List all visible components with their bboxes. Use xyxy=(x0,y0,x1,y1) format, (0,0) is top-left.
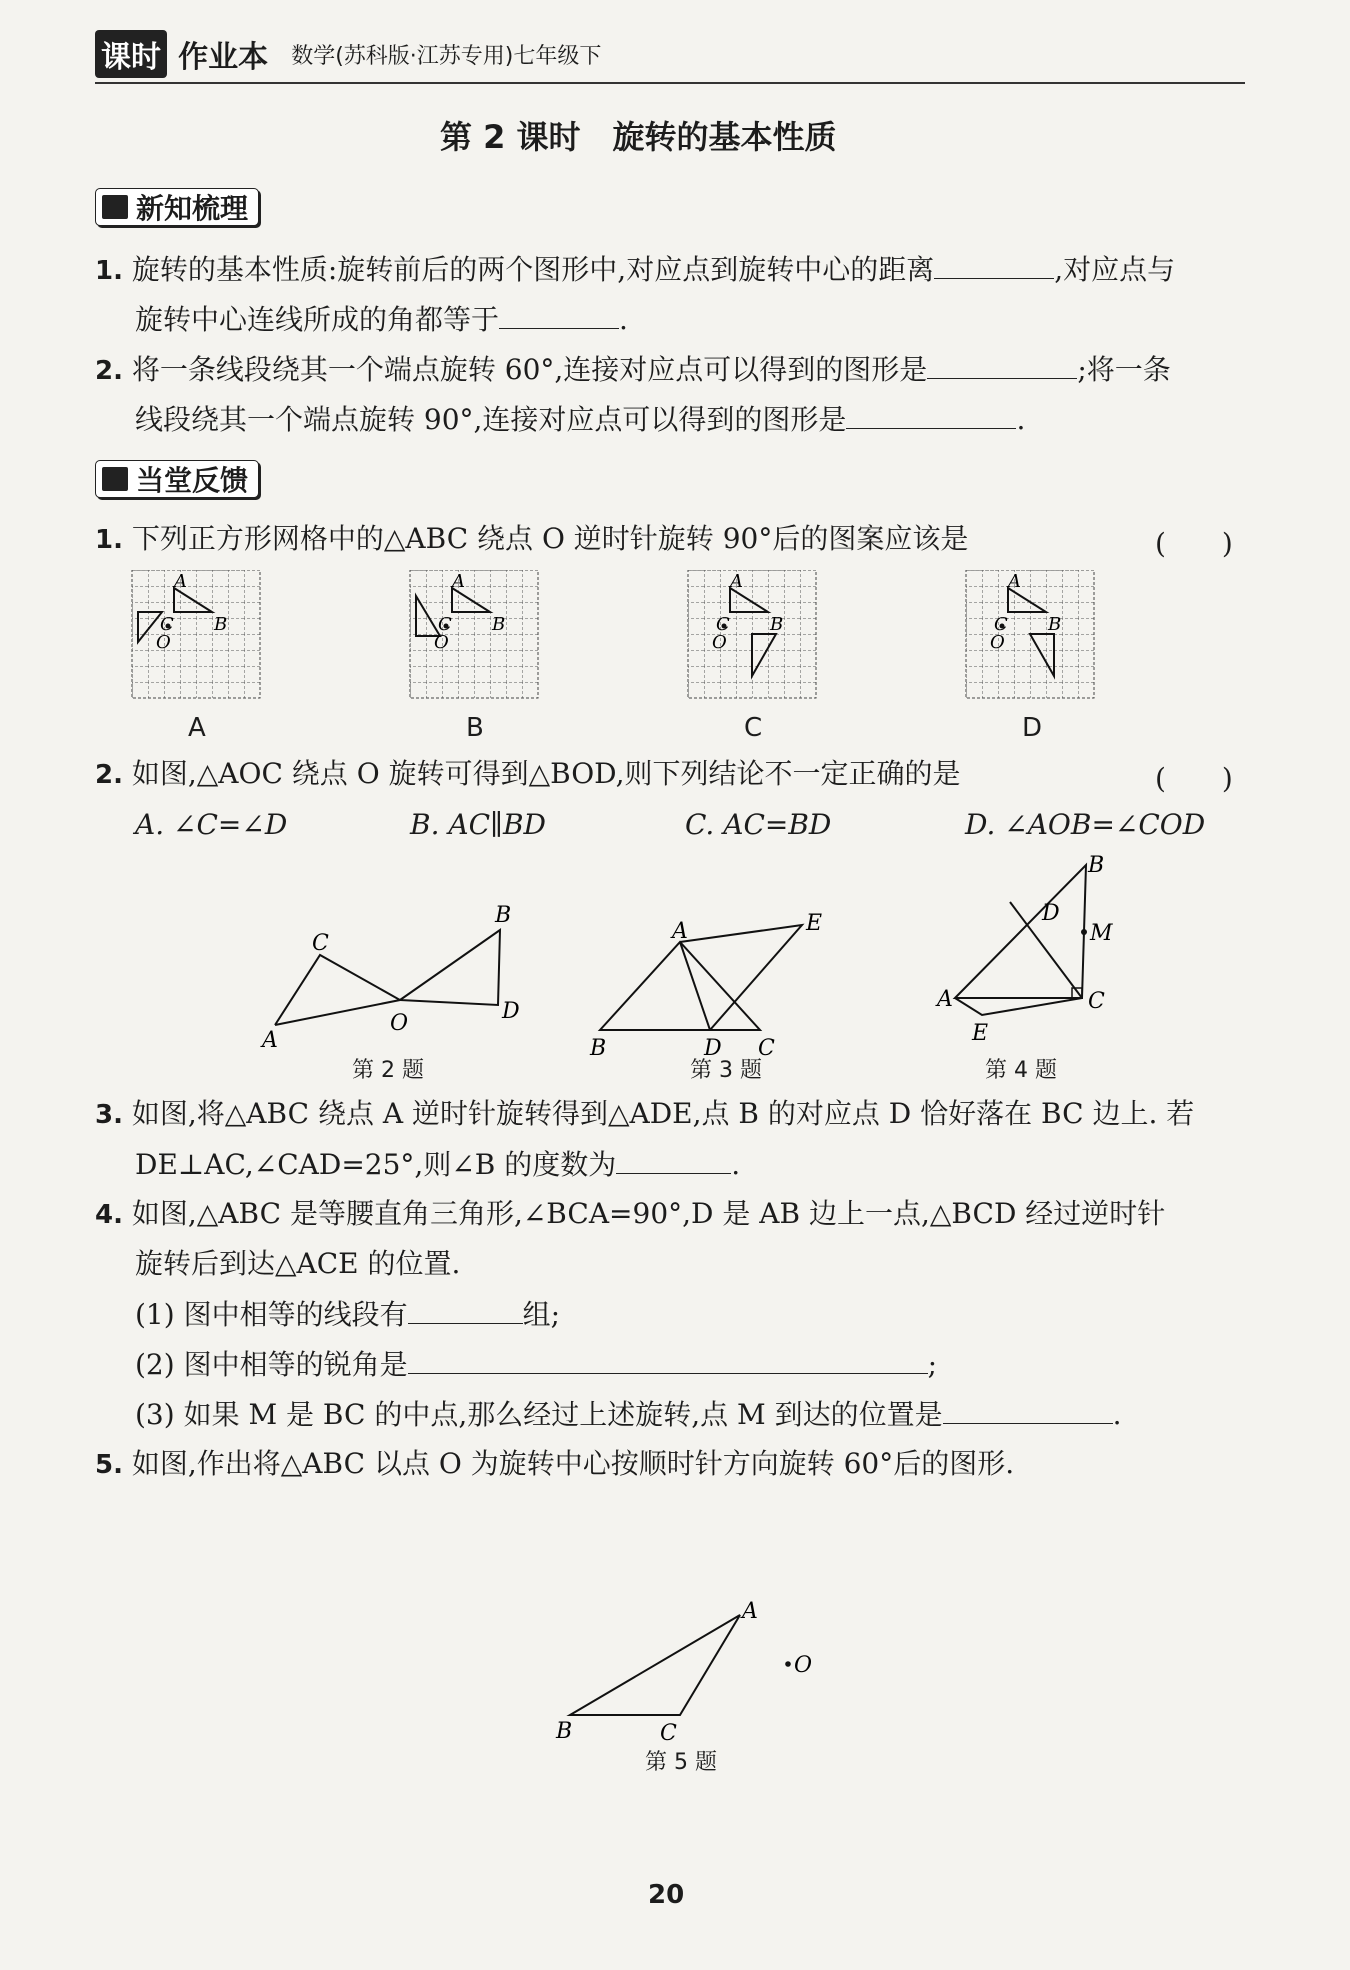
question-text: 下列正方形网格中的△ABC 绕点 O 逆时针旋转 90°后的图案应该是 xyxy=(131,522,969,555)
grid-option-d[interactable] xyxy=(966,570,1094,698)
feedback-q3-line1 xyxy=(95,1097,1194,1132)
question-text: (1) 图中相等的线段有 xyxy=(135,1298,408,1331)
choice-c[interactable]: C. AC=BD xyxy=(685,808,832,841)
answer-blank[interactable] xyxy=(408,1347,928,1374)
feedback-q4-part1 xyxy=(135,1297,560,1332)
label-o: O xyxy=(712,632,727,653)
question-number: 2. xyxy=(95,760,123,790)
answer-blank[interactable] xyxy=(408,1297,523,1324)
figure-3 xyxy=(589,911,822,1061)
label-d: D xyxy=(704,1036,722,1061)
section-feedback-label: 当堂反馈 xyxy=(136,464,249,497)
answer-blank[interactable] xyxy=(616,1147,731,1174)
feedback-q4-part2 xyxy=(135,1347,937,1382)
label-a: A xyxy=(672,919,688,944)
question-text: . xyxy=(1112,1398,1122,1431)
review-q2-line1 xyxy=(95,352,1171,388)
label-b: B xyxy=(495,903,512,928)
question-text: . xyxy=(731,1148,741,1181)
page-title: 第 2 课时 旋转的基本性质 xyxy=(440,118,837,156)
label-o: O xyxy=(990,632,1005,653)
question-number: 2. xyxy=(95,356,123,386)
label-o: O xyxy=(156,632,171,653)
label-b: B xyxy=(1088,853,1105,878)
question-text: ;将一条 xyxy=(1077,353,1171,386)
label-b: B xyxy=(214,614,228,635)
question-text: 如图,将△ABC 绕点 A 逆时针旋转得到△ADE,点 B 的对应点 D 恰好落在 BC 边上. 若 xyxy=(131,1097,1195,1130)
subject-label: 数学(苏科版·江苏专用)七年级下 xyxy=(291,43,602,69)
option-label-b: B xyxy=(466,713,484,743)
question-text: . xyxy=(619,303,628,336)
question-text: ,对应点与 xyxy=(1054,253,1176,286)
brand-logo: 课时 xyxy=(95,30,167,78)
label-e: E xyxy=(806,911,823,936)
header-rule xyxy=(95,82,1245,84)
question-text: 如图,△ABC 是等腰直角三角形,∠BCA=90°,D 是 AB 边上一点,△BCD 经过逆时针 xyxy=(131,1197,1166,1230)
section-review-badge xyxy=(95,188,259,226)
label-a: A xyxy=(730,571,743,592)
question-number: 4. xyxy=(95,1200,123,1230)
question-number: 5. xyxy=(95,1450,123,1480)
label-b: B xyxy=(492,614,506,635)
label-o: O xyxy=(390,1011,409,1036)
question-text: . xyxy=(1016,403,1026,436)
book-name: 作业本 xyxy=(178,40,269,75)
answer-blank[interactable] xyxy=(934,252,1054,279)
label-b: B xyxy=(590,1036,607,1061)
question-text: 线段绕其一个端点旋转 90°,连接对应点可以得到的图形是 xyxy=(135,403,847,436)
label-d: D xyxy=(1042,901,1060,926)
answer-blank[interactable] xyxy=(846,402,1016,429)
label-c: C xyxy=(438,614,452,635)
label-c: C xyxy=(312,931,329,956)
question-number: 1. xyxy=(95,256,123,286)
q1-options-figure xyxy=(120,570,1120,750)
label-c: C xyxy=(758,1036,775,1061)
feedback-q2 xyxy=(95,757,961,792)
label-o: O xyxy=(434,632,449,653)
answer-blank[interactable] xyxy=(927,352,1077,379)
feedback-q4-line2: 旋转后到达△ACE 的位置. xyxy=(135,1247,461,1280)
question-text: 旋转中心连线所成的角都等于 xyxy=(135,303,500,336)
label-a: A xyxy=(937,987,953,1012)
question-text: 如图,△AOC 绕点 O 旋转可得到△BOD,则下列结论不一定正确的是 xyxy=(131,757,961,790)
section-feedback-badge xyxy=(95,460,259,498)
choice-b[interactable]: B. AC∥BD xyxy=(410,808,546,841)
caption-fig-4: 第 4 题 xyxy=(985,1058,1057,1083)
pencil-icon xyxy=(102,467,128,491)
caption-fig-3: 第 3 题 xyxy=(690,1058,762,1083)
question-text: 如图,作出将△ABC 以点 O 为旋转中心按顺时针方向旋转 60°后的图形. xyxy=(131,1447,1015,1480)
caption-fig-5: 第 5 题 xyxy=(645,1750,717,1775)
answer-blank[interactable] xyxy=(943,1397,1113,1424)
notebook-icon xyxy=(102,195,128,219)
question-text: 将一条线段绕其一个端点旋转 60°,连接对应点可以得到的图形是 xyxy=(131,353,928,386)
caption-fig-2: 第 2 题 xyxy=(352,1058,424,1083)
label-a: A xyxy=(452,571,465,592)
label-m: M xyxy=(1090,921,1113,946)
answer-blank[interactable] xyxy=(499,302,619,329)
label-b: B xyxy=(1048,614,1062,635)
label-d: D xyxy=(502,999,520,1024)
page-number: 20 xyxy=(648,1880,685,1910)
label-c: C xyxy=(994,614,1008,635)
label-b: B xyxy=(770,614,784,635)
option-label-c: C xyxy=(744,713,763,743)
grid-option-a[interactable] xyxy=(132,570,260,698)
question-text: DE⊥AC,∠CAD=25°,则∠B 的度数为 xyxy=(135,1148,617,1181)
question-number: 3. xyxy=(95,1100,123,1130)
choice-d[interactable]: D. ∠AOB=∠COD xyxy=(965,808,1206,841)
question-text: (2) 图中相等的锐角是 xyxy=(135,1348,408,1381)
option-label-d: D xyxy=(1022,713,1043,743)
label-a: A xyxy=(1008,571,1021,592)
section-review-label: 新知梳理 xyxy=(136,192,249,225)
question-text: 组; xyxy=(522,1298,561,1331)
header xyxy=(95,30,601,80)
label-a: A xyxy=(174,571,187,592)
review-q2-line2 xyxy=(135,402,1025,437)
feedback-q5 xyxy=(95,1447,1014,1482)
figure-4 xyxy=(935,853,1113,1046)
grid-option-c[interactable] xyxy=(688,570,816,698)
choice-a[interactable]: A. ∠C=∠D xyxy=(135,808,288,841)
figure-5 xyxy=(540,1590,840,1750)
label-c: C xyxy=(1088,989,1105,1014)
question-text: 旋转的基本性质:旋转前后的两个图形中,对应点到旋转中心的距离 xyxy=(131,253,935,286)
label-o: O xyxy=(794,1653,813,1678)
feedback-q3-line2 xyxy=(135,1147,740,1182)
label-b: B xyxy=(556,1719,573,1744)
feedback-q4-line1 xyxy=(95,1197,1165,1232)
question-number: 1. xyxy=(95,525,123,555)
feedback-q4-part3 xyxy=(135,1397,1122,1432)
option-label-a: A xyxy=(188,713,206,743)
review-q1-line2 xyxy=(135,302,628,337)
label-a: A xyxy=(262,1028,278,1053)
answer-paren[interactable]: ( ) xyxy=(1155,527,1233,560)
label-c: C xyxy=(160,614,174,635)
label-c: C xyxy=(716,614,730,635)
feedback-q1 xyxy=(95,522,968,557)
question-text: (3) 如果 M 是 BC 的中点,那么经过上述旋转,点 M 到达的位置是 xyxy=(135,1398,943,1431)
grid-option-b[interactable] xyxy=(410,570,538,698)
label-c: C xyxy=(660,1721,677,1746)
question-text: ; xyxy=(927,1348,938,1381)
figure-2 xyxy=(260,903,520,1053)
label-a: A xyxy=(742,1599,758,1624)
answer-paren[interactable]: ( ) xyxy=(1155,762,1233,795)
label-e: E xyxy=(972,1021,989,1046)
review-q1-line1 xyxy=(95,252,1175,288)
